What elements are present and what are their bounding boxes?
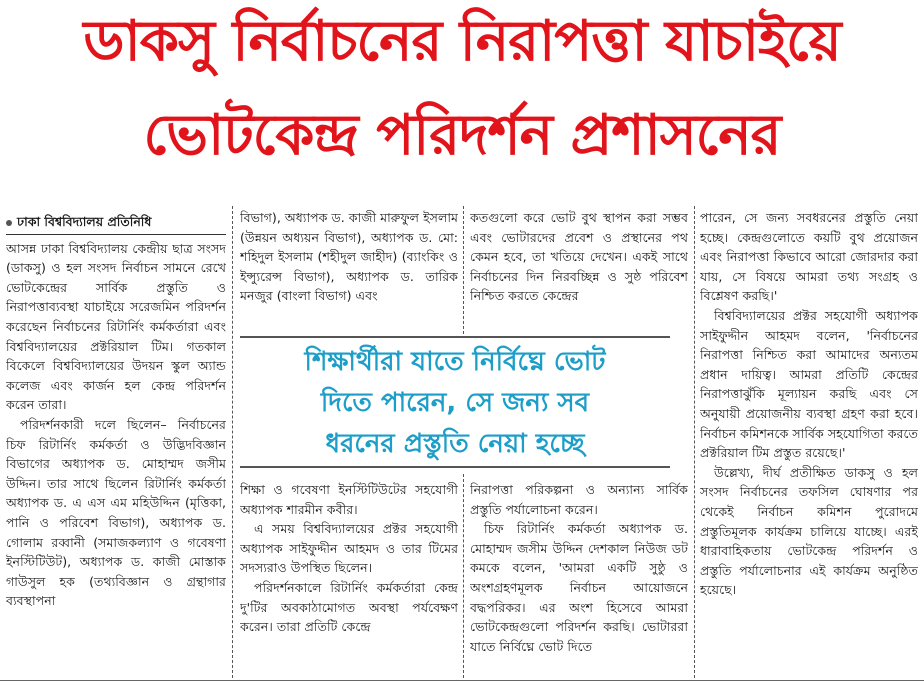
- column-divider: [463, 474, 464, 678]
- article-paragraph: পরিদর্শনকারী দলে ছিলেন– নির্বাচনের চিফ রিটার্নিং কর্মকর্তা ও উদ্ভিদবিজ্ঞান বিভাগের অধ্যাপক ড. মোহাম্মদ জসীম উদ্দিন। তার সাথে ছিলেন রিটার্নিং কর্মকর্তা অধ্যাপক ড. এ এস এম মহিউদ্দিন (মৃত্তিকা, পানি ও পরিবেশ বিভাগ), অধ্যাপক ড. গোলাম রব্বানী (সমাজকল্যাণ ও গবেষণা ইনস্টিটিউট), অধ্যাপক ড. কাজী মোস্তাক গাউসুল হক (তথ্যবিজ্ঞান ও গ্রন্থাগার ব্যবস্থাপনা: [6, 416, 226, 609]
- byline: [6, 212, 226, 235]
- article-paragraph: নিরাপত্তা পরিকল্পনা ও অন্যান্য সার্বিক প্রস্তুতি পর্যালোচনা করেন।: [470, 482, 688, 517]
- pull-quote-line-2: দিতে পারেন, সে জন্য সব: [320, 388, 590, 418]
- column-2-top: [240, 208, 458, 328]
- column-3-bottom: [470, 480, 688, 678]
- article-paragraph: এ সময় বিশ্ববিদ্যালয়ের প্রক্টর সহযোগী অধ্যাপক সাইফুদ্দীন আহমদ ও তার টিমের সদস্যরাও উপস্থিত ছিলেন।: [240, 521, 458, 576]
- pull-quote-line-1: শিক্ষার্থীরা যাতে নির্বিঘ্নে ভোট: [304, 347, 606, 377]
- column-3-top: [470, 208, 688, 328]
- headline-line-2: ভোটকেন্দ্র পরিদর্শন প্রশাসনের: [143, 103, 781, 168]
- column-1: [6, 212, 226, 678]
- article-paragraph: পারেন, সে জন্য সবধরনের প্রস্তুতি নেয়া হচ্ছে। কেন্দ্রগুলোতে কয়টি বুথ প্রয়োজন এবং নিরাপত্তা কিভাবে আরো জোরদার করা যায়, সে বিষয়ে আমরা তথ্য সংগ্রহ ও বিশ্লেষণ করছি।': [700, 210, 918, 304]
- bullet-icon: [6, 220, 12, 226]
- article-paragraph: উল্লেখ্য, দীর্ঘ প্রতীক্ষিত ডাকসু ও হল সংসদ নির্বাচনের তফসিল ঘোষণার পর থেকেই নির্বাচন কমিশন পুরোদমে প্রস্তুতিমূলক কার্যক্রম চালিয়ে যাচ্ছে। এরই ধারাবাহিকতায় ভোটকেন্দ্র পরিদর্শন ও প্রস্তুতি পর্যালোচনার এই কার্যক্রম অনুষ্ঠিত হয়েছে।: [700, 464, 918, 598]
- article-paragraph: কতগুলো করে ভোট বুথ স্থাপন করা সম্ভব এবং ভোটারদের প্রবেশ ও প্রস্থানের পথ কেমন হবে, তা খতিয়ে দেখেন। একই সাথে নির্বাচনের দিন নিরবচ্ছিন্ন ও সুষ্ঠ পরিবেশ নিশ্চিত করতে কেন্দ্রের: [470, 210, 688, 304]
- article-paragraph: পরিদর্শনকালে রিটার্নিং কর্মকর্তারা কেন্দ্র দু'টির অবকাঠামোগত অবস্থা পর্যবেক্ষণ করেন। তারা প্রতিটি কেন্দ্রে: [240, 579, 458, 635]
- article-paragraph: আসন্ন ঢাকা বিশ্ববিদ্যালয় কেন্দ্রীয় ছাত্র সংসদ (ডাকসু) ও হল সংসদ নির্বাচন সামনে রেখে ভোটকেন্দ্রের সার্বিক প্রস্তুতি ও নিরাপত্তাব্যবস্থা যাচাইয়ে সরেজমিন পরিদর্শন করেছেন নির্বাচনের রিটার্নিং কর্মকর্তারা এবং বিশ্ববিদ্যালয়ের প্রক্টরিয়াল টিম। গতকাল বিকেলে বিশ্ববিদ্যালয়ের উদয়ন স্কুল অ্যান্ড কলেজ এবং কার্জন হল কেন্দ্র পরিদর্শন করেন তারা।: [6, 240, 226, 413]
- article-paragraph: বিভাগ), অধ্যাপক ড. কাজী মারুফুল ইসলাম (উন্নয়ন অধ্যয়ন বিভাগ), অধ্যাপক ড. মো: শহিদুল ইসলাম (শহীদুল জাহীদ) (ব্যাংকিং ও ইন্স্যুরেন্স বিভাগ), অধ্যাপক ড. তারিক মনজুর (বাংলা বিভাগ) এবং: [240, 210, 458, 304]
- column-divider: [694, 206, 695, 678]
- pull-quote: [240, 336, 670, 468]
- headline-line-1: ডাকসু নির্বাচনের নিরাপত্তা যাচাইয়ে: [83, 9, 841, 74]
- byline-text: ঢাকা বিশ্ববিদ্যালয় প্রতিনিধি: [17, 214, 152, 229]
- column-2-bottom: [240, 480, 458, 678]
- bottom-rule: [0, 680, 924, 681]
- pull-quote-line-3: ধরনের প্রস্তুতি নেয়া হচ্ছে: [325, 429, 585, 459]
- article-paragraph: বিশ্ববিদ্যালয়ের প্রক্টর সহযোগী অধ্যাপক সাইফুদ্দীন আহমদ বলেন, 'নির্বাচনের নিরাপত্তা নিশ্চিত করা আমাদের অন্যতম প্রধান দায়িত্ব। আমরা প্রতিটি কেন্দ্রের নিরাপত্তাঝুঁকি মূল্যায়ন করছি এবং সে অনুযায়ী প্রয়োজনীয় ব্যবস্থা গ্রহণ করা হবে। নির্বাচন কমিশনকে সার্বিক সহযোগিতা করতে প্রক্টরিয়াল টিম প্রস্তুত রয়েছে।': [700, 307, 918, 461]
- article-paragraph: চিফ রিটার্নিং কর্মকর্তা অধ্যাপক ড. মোহাম্মদ জসীম উদ্দিন দেশকাল নিউজ ডট কমকে বলেন, 'আমরা একটি সুষ্ঠু ও অংশগ্রহণমূলক নির্বাচন আয়োজনে বদ্ধপরিকর। এর অংশ হিসেবে আমরা ভোটকেন্দ্রগুলো পরিদর্শন করছি। ভোটাররা যাতে নির্বিঘ্নে ভোট দিতে: [470, 521, 688, 654]
- column-divider: [463, 206, 464, 334]
- column-4: [700, 208, 918, 678]
- article-paragraph: শিক্ষা ও গবেষণা ইনস্টিটিউটের সহযোগী অধ্যাপক শারমীন কবীর।: [240, 482, 458, 517]
- column-divider: [232, 206, 233, 678]
